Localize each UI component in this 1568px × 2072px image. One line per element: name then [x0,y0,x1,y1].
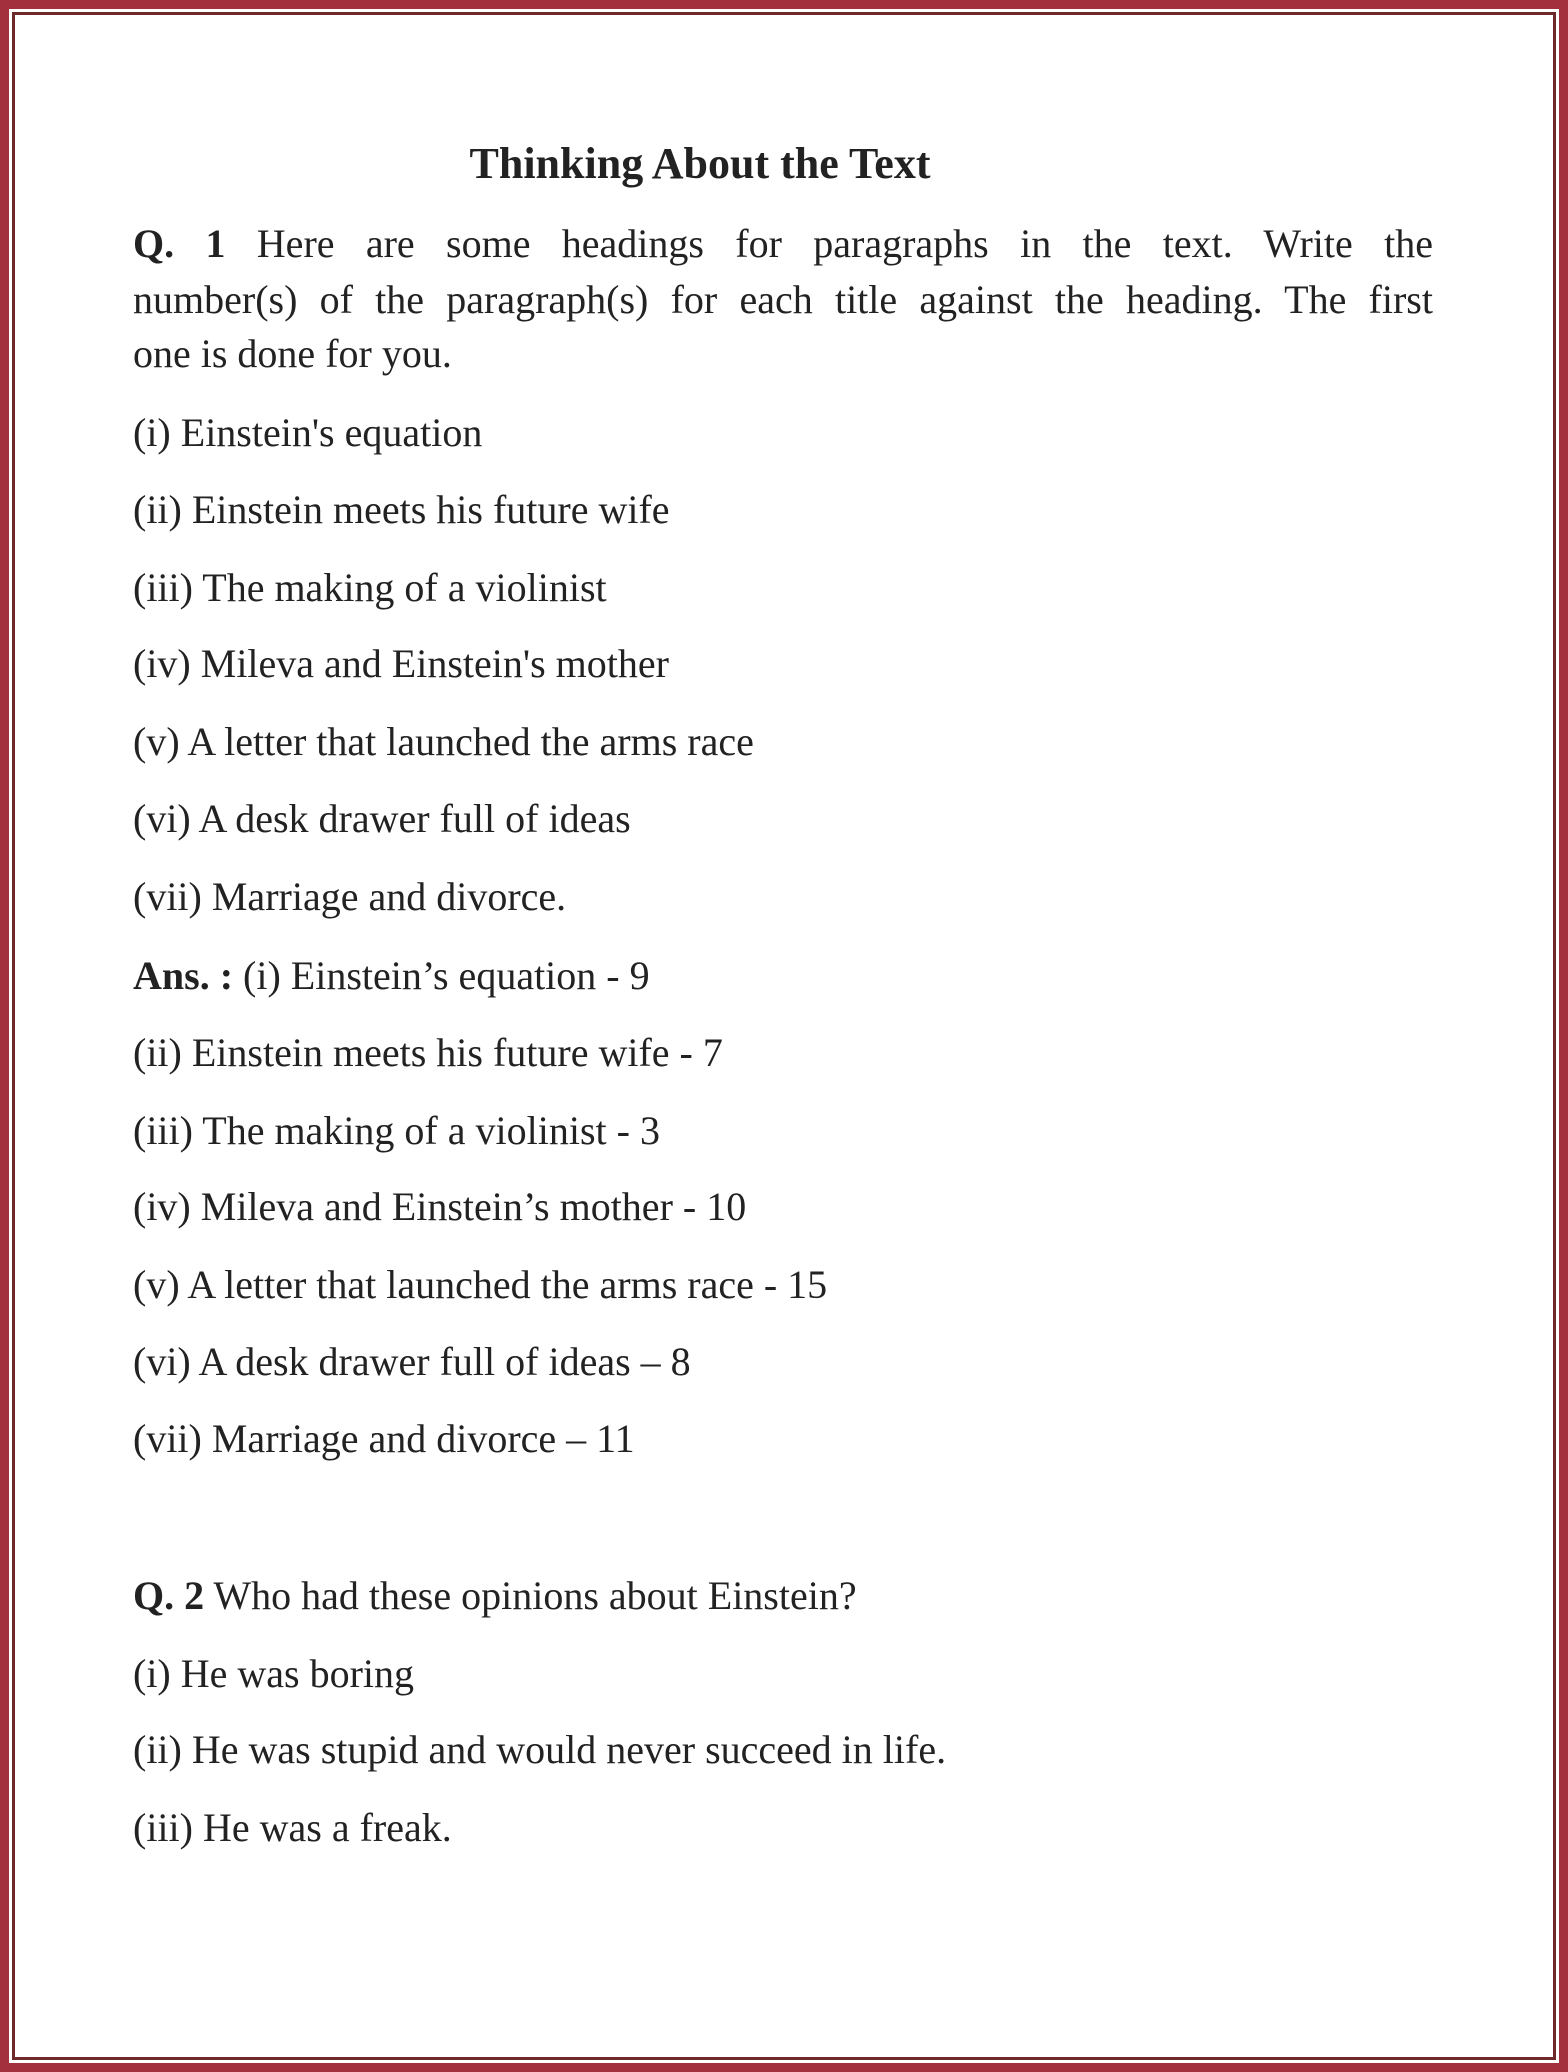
q1-item: (vi) A desk drawer full of ideas [133,796,631,841]
q1-item: (ii) Einstein meets his future wife [133,487,670,532]
q1-item: (iii) The making of a violinist [133,565,607,610]
q1-line-1: Q. 1 Here are some headings for paragraphs in the text. Write the [133,221,1433,266]
answer-item: Ans. : (i) Einstein’s equation - 9 [133,953,650,998]
page-title: Thinking About the Text [469,139,931,188]
q1-item: (v) A letter that launched the arms race [133,719,754,764]
q1-line-3: one is done for you. [133,331,452,376]
q2-question: Q. 2 Who had these opinions about Einstein? [133,1573,857,1618]
answer-item: (vii) Marriage and divorce – 11 [133,1416,635,1461]
q1-line-2: number(s) of the paragraph(s) for each title against the heading. The first [133,277,1433,322]
answer-label: Ans. : [133,953,234,998]
q2-item: (i) He was boring [133,1651,415,1696]
q2-item: (iii) He was a freak. [133,1805,452,1850]
q1-item: (i) Einstein's equation [133,410,483,455]
answer-item: (iv) Mileva and Einstein’s mother - 10 [133,1184,747,1229]
q2-item: (ii) He was stupid and would never succeed in life. [133,1727,947,1772]
answer-item: (vi) A desk drawer full of ideas – 8 [133,1339,691,1384]
q1-label: Q. 1 [133,221,226,266]
answer-item: (ii) Einstein meets his future wife - 7 [133,1030,723,1075]
answer-item: (v) A letter that launched the arms race - 15 [133,1262,828,1307]
q1-item: (vii) Marriage and divorce. [133,874,567,919]
q2-label: Q. 2 [133,1573,205,1618]
answer-item: (iii) The making of a violinist - 3 [133,1108,660,1153]
q1-item: (iv) Mileva and Einstein's mother [133,641,669,686]
